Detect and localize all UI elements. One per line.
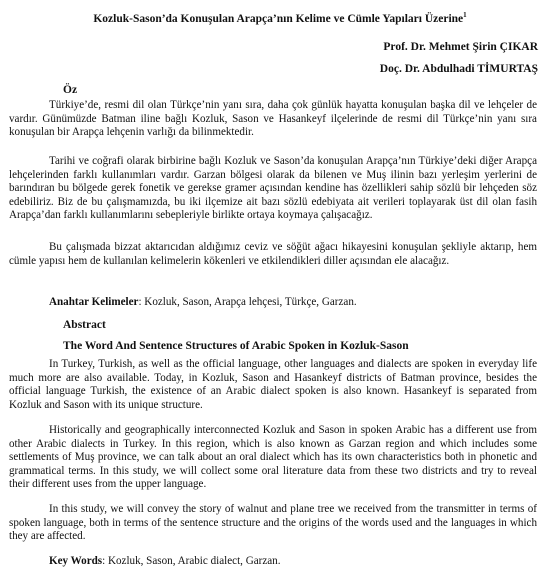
abstract-title: The Word And Sentence Structures of Arabic Spoken in Kozluk-Sason — [63, 340, 409, 352]
title-footnote-marker: 1 — [463, 11, 467, 20]
oz-heading: Öz — [63, 84, 78, 96]
abstract-paragraph-3: In this study, we will convey the story of walnut and plane tree we received from the transmitter in terms of spoken language, both in terms of the sentence structure and the origins of the words used and the languages in which they are affected. — [9, 503, 537, 543]
abstract-keywords-text: : Kozluk, Sason, Arabic dialect, Garzan. — [102, 555, 281, 567]
oz-keywords-label: Anahtar Kelimeler — [49, 296, 139, 308]
oz-paragraph-3: Bu çalışmada bizzat aktarıcıdan aldığımız ceviz ve söğüt ağacı hikayesini konuşulan şekliyle aktarıp, hem cümle yapısı hem de kullanılan kelimelerin kökenleri ve etkilendikleri diller açısından ele alacağız. — [9, 241, 537, 267]
author-2: Doç. Dr. Abdulhadi TİMURTAŞ — [379, 63, 538, 75]
abstract-heading: Abstract — [63, 319, 106, 331]
abstract-keywords-label: Key Words — [49, 555, 103, 567]
abstract-paragraph-2: Historically and geographically interconnected Kozluk and Sason in spoken Arabic has a different use from other Arabic dialects in Turkey. In this region, which is also known as Garzan region and which includes some settlements of Muş province, we can talk about an oral dialect which has its own characteristics both in phonetic and grammatical terms. In this study, we will collect some oral literature data from these two districts and try to reveal their different uses from the upper language. — [9, 424, 537, 491]
abstract-keywords — [9, 555, 537, 569]
abstract-paragraph-1: In Turkey, Turkish, as well as the official language, other languages and dialects are spoken in everyday life much more are also available. Today, in Kozluk, Sason and Hasankeyf districts of Batman province, besides the official language Turkish, the existence of an Arabic dialect spoken is also known. Hasankeyf is separated from Kozluk and Sason with its unique structure. — [9, 358, 537, 411]
article-title — [30, 12, 530, 26]
oz-paragraph-2: Tarihi ve coğrafi olarak birbirine bağlı Kozluk ve Sason’da konuşulan Arapça’nın Türkiye’deki diğer Arapça lehçelerinden farklı kullanımları vardır. Garzan bölgesi olarak da bilenen ve Muş ilinin bazı yerleşim yerlerini de barındıran bu bölgede gerek fonetik ve gerekse gramer açısından kendine has özellikleri sahip sözlü bir lehçeden söz edebiliriz. Biz de bu çalışmamızda, bu iki ilçemize ait bazı sözlü edebiyata ait verileri toplayarak üst dil olan fasih Arapça’dan farklı kullanımlarını sebepleriyle birlikte ortaya koymaya çalışacağız. — [9, 155, 537, 222]
oz-keywords-text: : Kozluk, Sason, Arapça lehçesi, Türkçe, Garzan. — [138, 296, 357, 308]
article-title-text: Kozluk-Sason’da Konuşulan Arapça’nın Kelime ve Cümle Yapıları Üzerine — [93, 13, 464, 25]
oz-paragraph-1: Türkiye’de, resmi dil olan Türkçe’nin yanı sıra, daha çok günlük hayatta konuşulan başka dil ve lehçeler de vardır. Günümüzde Batman iline bağlı Kozluk, Sason ve Hasankeyf ilçelerinde de resmi dil Türkçe’nin yanı sıra konuşulan bir Arapça lehçenin varlığı da bilinmektedir. — [9, 99, 537, 139]
author-1: Prof. Dr. Mehmet Şirin ÇIKAR — [383, 41, 538, 53]
oz-keywords — [9, 296, 537, 310]
